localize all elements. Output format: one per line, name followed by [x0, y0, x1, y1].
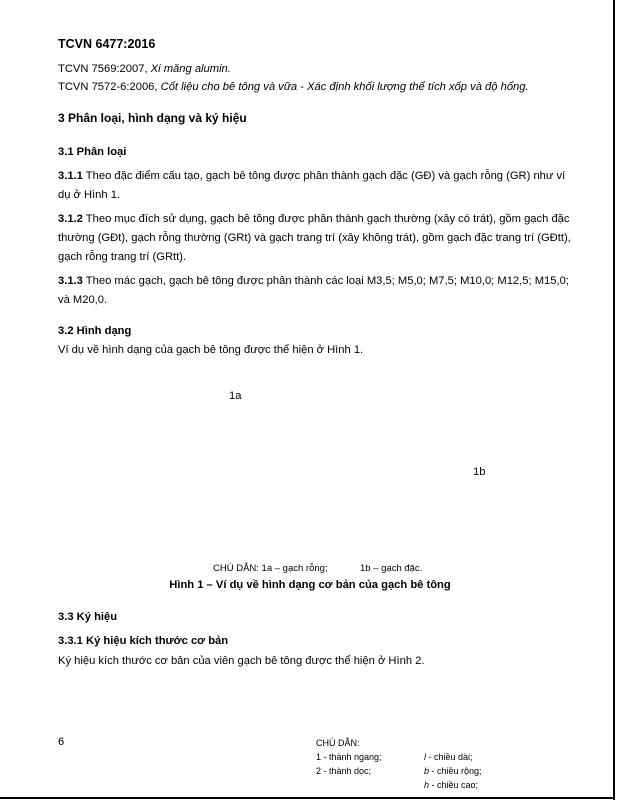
page-right-edge	[613, 0, 615, 800]
legend-text: - chiều rộng;	[429, 766, 482, 776]
reference-1	[58, 62, 231, 76]
figure-legend-a: CHÚ DẪN: 1a – gạch rỗng;	[213, 563, 328, 574]
figure-intro: Ví dụ về hình dạng của gạch bê tông được thể hiện ở Hình 1.	[58, 344, 364, 356]
reference-code: TCVN 7569:2007,	[58, 63, 151, 75]
legend-symbol: l	[424, 752, 426, 762]
page-number: 6	[58, 736, 65, 748]
figure-label-1a: 1a	[229, 390, 242, 402]
paragraph-3-1-1	[58, 167, 578, 205]
subsection-heading: 3.3 Ký hiệu	[58, 611, 118, 623]
legend-symbol: h	[424, 780, 430, 790]
legend-item: 1 - thành ngang;	[316, 752, 382, 762]
reference-title: Cốt liệu cho bê tông và vữa - Xác định khối lượng thể tích xốp và độ hổng.	[160, 81, 529, 93]
legend-text: - chiều dài;	[426, 752, 473, 762]
clause-number: 3.1.3	[58, 275, 83, 287]
figure-label-1b: 1b	[473, 466, 486, 478]
standard-code: TCVN 6477:2016	[58, 37, 156, 51]
page-bottom-edge	[0, 797, 615, 799]
subsubsection-heading: 3.3.1 Ký hiệu kích thước cơ bản	[58, 635, 229, 647]
clause-number: 3.1.1	[58, 170, 83, 182]
legend-symbol: b	[424, 766, 430, 776]
figure-caption: Hình 1 – Ví dụ về hình dạng cơ bản của gạch bê tông	[169, 579, 451, 591]
reference-code: TCVN 7572-6:2006,	[58, 81, 161, 93]
legend-text: - chiều cao;	[429, 780, 479, 790]
reference-title: Xi măng alumin.	[150, 63, 231, 75]
subsection-text: Ký hiệu kích thước cơ bản của viên gạch bê tông được thể hiện ở Hình 2.	[58, 655, 425, 667]
reference-2	[58, 80, 529, 94]
legend-item: 2 - thành dọc;	[316, 766, 372, 776]
legend-title: CHÚ DẪN:	[316, 738, 360, 748]
subsection-heading: 3.1 Phân loại	[58, 146, 127, 158]
clause-text: Theo đặc điểm cấu tạo, gạch bê tông được phân thành gạch đặc (GĐ) và gạch rỗng (GR) như ví dụ ở Hình 1.	[58, 170, 566, 201]
figure-legend-b: 1b – gạch đặc.	[360, 563, 423, 574]
clause-text: Theo mác gạch, gạch bê tông được phân thành các loại M3,5; M5,0; M7,5; M10,0; M12,5; M15,0; và M20,0.	[58, 275, 569, 306]
subsection-heading: 3.2 Hình dạng	[58, 325, 132, 337]
legend-item	[424, 766, 482, 777]
paragraph-3-1-3	[58, 272, 578, 310]
clause-text: Theo mục đích sử dụng, gạch bê tông được phân thành gạch thường (xây có trát), gồm gạch đặc thường (GĐt), gạch rỗng thường (GRt) và gạch trang trí (xây không trát), gồm gạch đặc trang trí (GĐtt), gạch rỗng trang trí (GRtt).	[58, 213, 571, 263]
legend-item	[424, 752, 473, 763]
legend-item	[424, 780, 478, 791]
section-heading: 3 Phân loại, hình dạng và ký hiệu	[58, 111, 247, 125]
clause-number: 3.1.2	[58, 213, 83, 225]
paragraph-3-1-2	[58, 210, 578, 267]
